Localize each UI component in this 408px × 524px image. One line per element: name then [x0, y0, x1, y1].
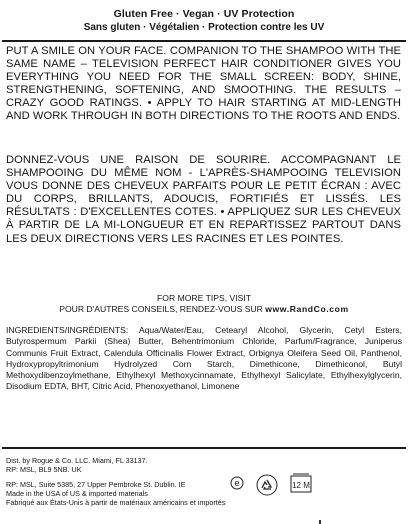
made-in-usa: Made in the USA of US & imported materials: [6, 488, 148, 498]
rp-ie: RP: MSL, Suite 5385, 27 Upper Pembroke St. Dublin. IE: [6, 479, 186, 489]
claims-english: Gluten Free · Vegan · UV Protection: [113, 8, 295, 20]
ingredients-label: INGREDIENTS/INGRÉDIENTS:: [6, 325, 129, 335]
distribution-info: [6, 456, 256, 507]
claims-french: Sans gluten · Végétalien · Protection contre les UV: [83, 22, 325, 33]
top-divider: [2, 40, 406, 42]
description-french: DONNEZ-VOUS UNE RAISON DE SOURIRE. ACCOMPAGNANT LE SHAMPOOING DU MÊME NOM - L'APRÈS-SHAMPOOING TELEVISION VOUS DONNE DES CHEVEUX PARFAITS POUR LE PETIT ÉCRAN : AVEC DU CORPS, BRILLANTS, ADOUCIS, FORTIFIÉS ET LISSÉS. LES RÉSULTATS : D'EXCELLENTES COTES. • APPLIQUEZ SUR LES CHEVEUX À PARTIR DE LA MI-LONGUEUR ET EN REPARTISSEZ PARTOUT DANS LES DEUX DIRECTIONS VERS LES RACINES ET LES POINTES.: [6, 154, 401, 245]
recycle-icon: [256, 474, 278, 496]
pao-jar-icon: [288, 472, 314, 494]
ingredients-list: [6, 325, 402, 393]
made-in-usa-french: Fabriqué aux États-Unis à partir de matériaux américains et importés: [6, 498, 226, 508]
distributor: Dist. by Rogue & Co. LLC. Miami, FL 33137.: [6, 456, 148, 465]
estimated-mark-icon: [230, 476, 244, 490]
claims-header: [0, 7, 408, 35]
website-link[interactable]: www.RandCo.com: [265, 304, 349, 314]
estimated-mark-letter: e: [234, 478, 240, 488]
pao-label: 12 M: [292, 481, 310, 490]
rp-uk: RP: MSL, BL9 5NB. UK: [6, 465, 82, 475]
description-english: PUT A SMILE ON YOUR FACE. COMPANION TO THE SHAMPOO WITH THE SAME NAME – TELEVISION PERFECT HAIR CONDITIONER GIVES YOU EVERYTHING YOU NEED FOR THE SMALL SCREEN: BODY, SHINE, STRENGTHENING, SOFTENING, AND SMOOTHING. THE RESULTS – CRAZY GOOD RATINGS. • APPLY TO HAIR STARTING AT MID-LENGTH AND WORK THROUGH IN BOTH DIRECTIONS TO THE ROOTS AND ENDS.: [6, 45, 401, 123]
tips-french: POUR D'AUTRES CONSEILS, RENDEZ-VOUS SUR: [59, 304, 263, 314]
ingredients-text: Aqua/Water/Eau, Cetearyl Alcohol, Glycerin, Cetyl Esters, Butyrospermum Parkii (Shea) Butter, Behentrimonium Chloride, Parfum/Fragrance, Juniperus Communis Fruit Extract, Calendula Officinalis Flower Extract, Orbignya Oleifera Seed Oil, Panthenol, Hydroxypropyltrimonium Hydrolyzed Corn Starch, Dimethicone, Dimethiconol, Butyl Methoxydibenzoylmethane, Ethylhexyl Methoxycinnamate, Ethylhexyl Salicylate, Ethylhexylglycerin, Disodium EDTA, BHT, Citric Acid, Phenoxyethanol, Limonene: [6, 325, 402, 392]
bottom-divider: [2, 447, 406, 449]
trim-mark: [319, 520, 321, 524]
tips-english: FOR MORE TIPS, VISIT: [157, 293, 251, 303]
tips-block: [0, 293, 408, 315]
